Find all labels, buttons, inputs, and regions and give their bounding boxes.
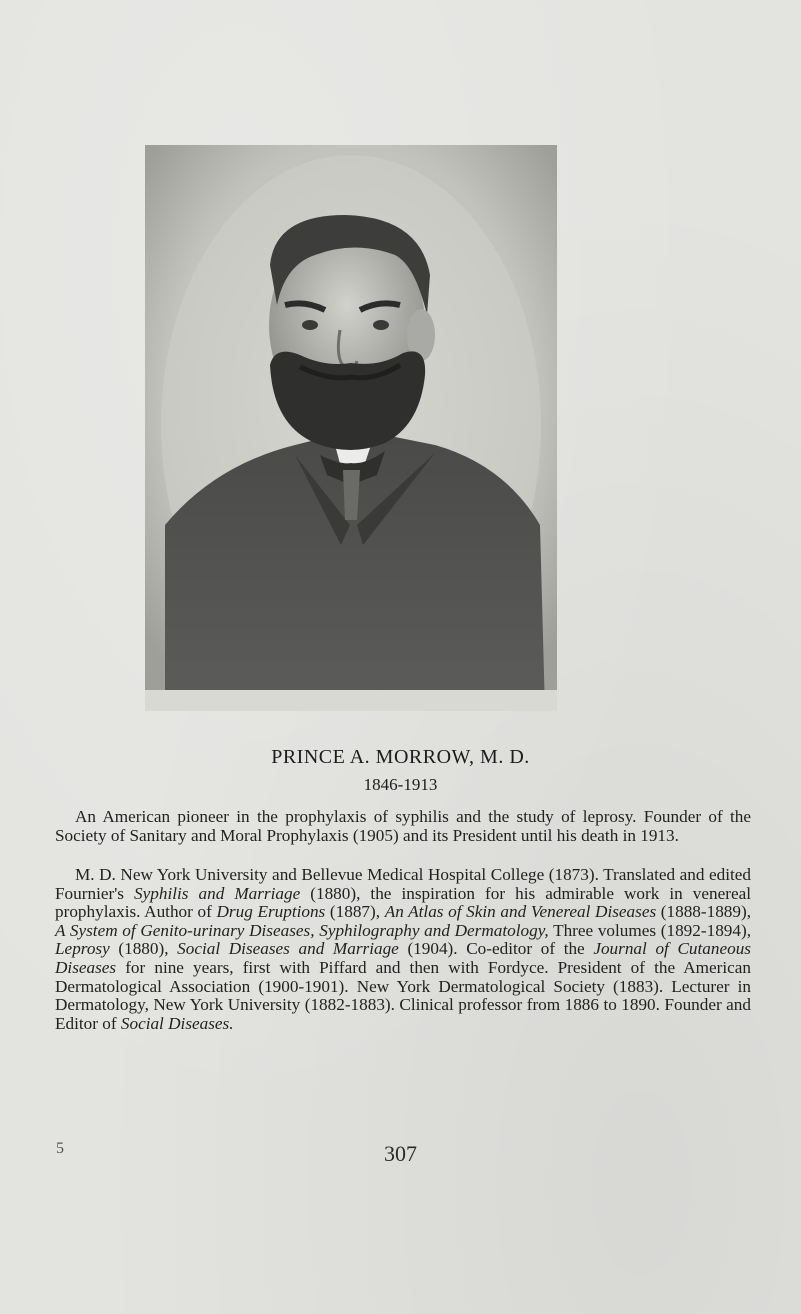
book-title: Syphilis and Marriage <box>134 883 301 903</box>
book-title: A System of Genito-urinary Diseases, Syphilography and Dermatology, <box>55 920 549 940</box>
journal-title: Journal of Cutaneous Diseases <box>55 939 751 977</box>
book-title: Social Diseases and Marriage <box>177 939 399 959</box>
page-number: 307 <box>384 1141 417 1166</box>
bio-text: (1904). Co-editor of the <box>398 939 594 959</box>
bio-text: (1887), <box>325 902 385 922</box>
bio-paragraph-2 <box>55 866 751 1033</box>
bio-text: (1880), <box>109 939 178 959</box>
bio-text: (1888-1889), <box>656 902 752 922</box>
journal-title: Social Diseases. <box>120 1013 234 1033</box>
portrait-photo <box>145 145 557 711</box>
bio-text: An American pioneer in the prophylaxis of syphilis and the study of leprosy. Founder of the Society of Sanitary and Moral Prophylaxis (1905) and its President until his death in 1913. <box>55 807 751 845</box>
portrait-caption-name: PRINCE A. MORROW, M. D. <box>271 746 530 768</box>
book-title: An Atlas of Skin and Venereal Diseases <box>384 902 657 922</box>
bio-text: for nine years, first with Piffard and then with Fordyce. President of the American Dermatological Association (1900-1901). New York Dermatological Society (1883). Lecturer in Dermatology, New York University (1882-1883). Clinical professor from 1886 to 1890. Founder and Editor of <box>55 957 751 1033</box>
book-title: Drug Eruptions <box>216 902 326 922</box>
marginal-mark: 5 <box>56 1140 64 1157</box>
bio-text: (1880), the inspiration for his admirable work in venereal prophylaxis. Author of <box>55 883 751 922</box>
bio-text: M. D. New York University and Bellevue Medical Hospital College (1873). Translated and edited Fournier's <box>55 865 751 903</box>
bio-paragraph-1 <box>55 808 751 845</box>
book-title: Leprosy <box>55 939 110 959</box>
portrait-caption-years: 1846-1913 <box>363 775 438 794</box>
bio-text: Three volumes (1892-1894), <box>548 920 751 940</box>
